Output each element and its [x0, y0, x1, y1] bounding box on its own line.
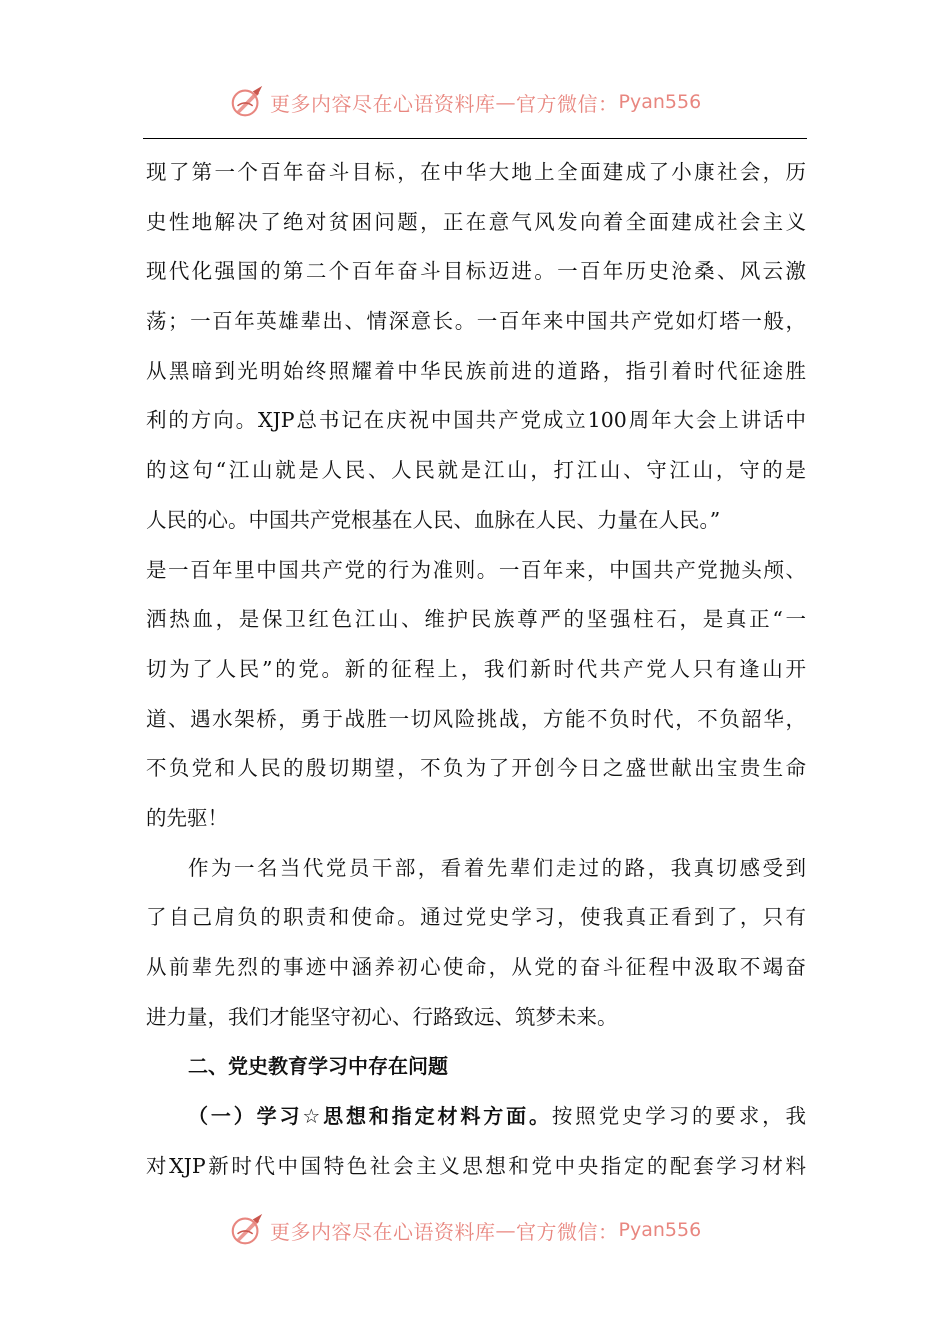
text-line: 荡；一百年英雄辈出、情深意长。一百年来中国共产党如灯塔一般，	[146, 309, 806, 334]
text-line: 道、遇水架桥，勇于战胜一切风险挑战，方能不负时代，不负韶华，	[146, 706, 806, 731]
text-line: 从前辈先烈的事迹中涵养初心使命，从党的奋斗征程中汲取不竭奋	[146, 955, 806, 979]
subsection-lead-line	[146, 1092, 806, 1142]
header-brand	[228, 80, 701, 124]
text-line: 人民的心。中国共产党根基在人民、血脉在人民、力量在人民。”	[146, 507, 721, 532]
text-line: 利的方向。XJP总书记在庆祝中国共产党成立100周年大会上讲话中	[146, 408, 806, 433]
text-line: 的这句“江山就是人民、人民就是江山，打江山、守江山，守的是	[146, 458, 806, 483]
section-heading: 二、党史教育学习中存在问题	[188, 1054, 448, 1079]
text-line: 不负党和人民的殷切期望，不负为了开创今日之盛世献出宝贵生命	[146, 756, 806, 781]
document-body	[146, 148, 806, 1191]
text-line: 进力量，我们才能坚守初心、行路致远、筑梦未来。	[146, 1004, 618, 1029]
text-line: 现了第一个百年奋斗目标，在中华大地上全面建成了小康社会，历	[146, 160, 806, 184]
text-line: 作为一名当代党员干部，看着先辈们走过的路，我真切感受到	[188, 855, 806, 880]
header-separator: —	[495, 90, 516, 114]
quill-seal-icon	[228, 1211, 266, 1249]
subsection-paragraph	[146, 1092, 806, 1191]
quill-seal-icon	[228, 83, 266, 121]
footer-wechat-id: Pyan556	[618, 1219, 702, 1241]
footer-brand-text: 更多内容尽在心语资料库	[270, 1219, 496, 1244]
paragraph-2	[146, 844, 806, 1043]
footer-separator: —	[495, 1218, 516, 1242]
text-line: 是一百年里中国共产党的行为准则。一百年来，中国共产党抛头颅、	[146, 557, 806, 582]
subsection-lead-text: 按照党史学习的要求，我	[551, 1104, 807, 1129]
text-line: 的先驱！	[146, 805, 228, 830]
text-line: 史性地解决了绝对贫困问题，正在意气风发向着全面建成社会主义	[146, 209, 806, 234]
footer-wechat-label: 官方微信：	[516, 1219, 619, 1244]
text-line: 现代化强国的第二个百年奋斗目标迈进。一百年历史沧桑、风云激	[146, 259, 806, 284]
header-divider	[143, 138, 807, 139]
paragraph-1	[146, 148, 806, 844]
header-wechat-label: 官方微信：	[516, 91, 619, 116]
subsection-title: （一）学习☆思想和指定材料方面。	[188, 1104, 552, 1129]
text-line: 了自己肩负的职责和使命。通过党史学习，使我真正看到了，只有	[146, 905, 806, 930]
text-line: 洒热血，是保卫红色江山、维护民族尊严的坚强柱石，是真正“一	[146, 607, 806, 632]
text-line: 从黑暗到光明始终照耀着中华民族前进的道路，指引着时代征途胜	[146, 358, 806, 383]
header-wechat-id: Pyan556	[618, 91, 702, 113]
text-line: 切为了人民”的党。新的征程上，我们新时代共产党人只有逢山开	[146, 656, 806, 681]
header-brand-text: 更多内容尽在心语资料库	[270, 91, 496, 116]
text-line: 对XJP新时代中国特色社会主义思想和党中央指定的配套学习材料	[146, 1153, 806, 1178]
footer-brand	[228, 1208, 701, 1252]
page-header	[0, 80, 950, 124]
page-footer	[0, 1208, 950, 1252]
